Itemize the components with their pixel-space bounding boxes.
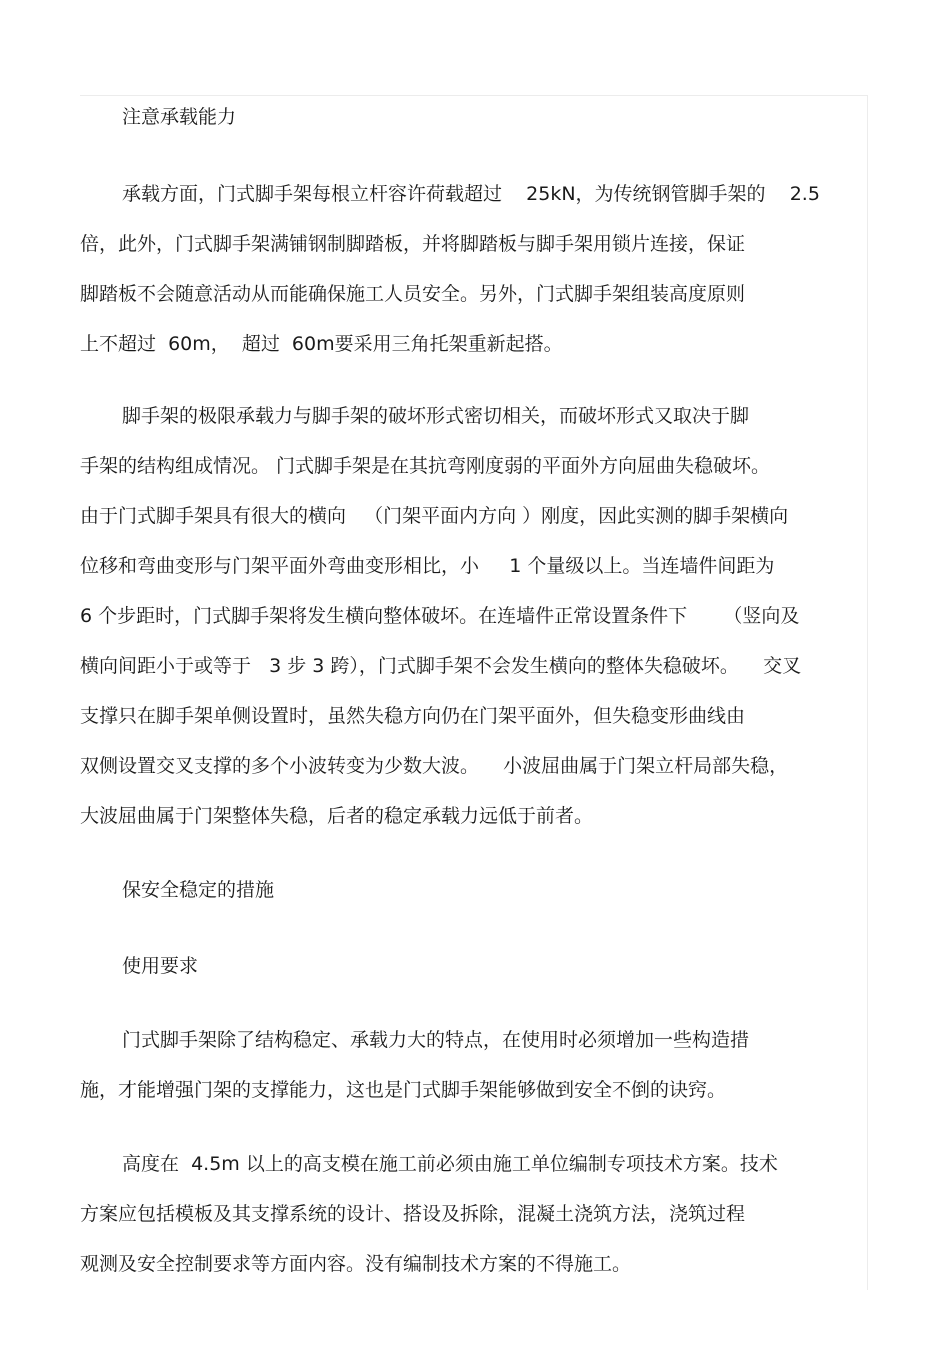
heading-usage-requirements: 使用要求: [122, 955, 199, 977]
paragraph-line: 横向间距小于或等于 3 步 3 跨），门式脚手架不会发生横向的整体失稳破坏。 交叉: [80, 655, 802, 677]
paragraph-line: 高度在 4.5m 以上的高支模在施工前必须由施工单位编制专项技术方案。技术: [122, 1153, 778, 1175]
paragraph-line: 支撑只在脚手架单侧设置时，虽然失稳方向仍在门架平面外，但失稳变形曲线由: [80, 705, 746, 727]
paragraph-line: 6 个步距时，门式脚手架将发生横向整体破坏。在连墙件正常设置条件下 （竖向及: [80, 605, 800, 627]
paragraph-line: 双侧设置交叉支撑的多个小波转变为少数大波。 小波屈曲属于门架立杆局部失稳，: [80, 755, 789, 777]
paragraph-line: 大波屈曲属于门架整体失稳，后者的稳定承载力远低于前者。: [80, 805, 594, 827]
paragraph-line: 施，才能增强门架的支撑能力，这也是门式脚手架能够做到安全不倒的诀窍。: [80, 1079, 727, 1101]
paragraph-line: 脚手架的极限承载力与脚手架的破坏形式密切相关，而破坏形式又取决于脚: [122, 405, 750, 427]
heading-load-capacity: 注意承载能力: [122, 106, 237, 128]
paragraph-line: 由于门式脚手架具有很大的横向 （门架平面内方向 ）刚度，因此实测的脚手架横向: [80, 505, 789, 527]
paragraph-line: 上不超过 60m， 超过 60m要采用三角托架重新起搭。: [80, 333, 563, 355]
paragraph-line: 位移和弯曲变形与门架平面外弯曲变形相比，小 1 个量级以上。当连墙件间距为: [80, 555, 775, 577]
paragraph-line: 方案应包括模板及其支撑系统的设计、搭设及拆除，混凝土浇筑方法，浇筑过程: [80, 1203, 746, 1225]
heading-safety-measures: 保安全稳定的措施: [122, 879, 275, 901]
paragraph-line: 脚踏板不会随意活动从而能确保施工人员安全。另外，门式脚手架组装高度原则: [80, 283, 746, 305]
paragraph-line: 承载方面，门式脚手架每根立杆容许荷载超过 25kN，为传统钢管脚手架的 2.5: [122, 183, 820, 205]
page-frame: [80, 95, 868, 1290]
paragraph-line: 倍，此外，门式脚手架满铺钢制脚踏板，并将脚踏板与脚手架用锁片连接，保证: [80, 233, 746, 255]
paragraph-line: 手架的结构组成情况。 门式脚手架是在其抗弯刚度弱的平面外方向屈曲失稳破坏。: [80, 455, 771, 477]
paragraph-line: 观测及安全控制要求等方面内容。没有编制技术方案的不得施工。: [80, 1253, 632, 1275]
paragraph-line: 门式脚手架除了结构稳定、承载力大的特点，在使用时必须增加一些构造措: [122, 1029, 750, 1051]
